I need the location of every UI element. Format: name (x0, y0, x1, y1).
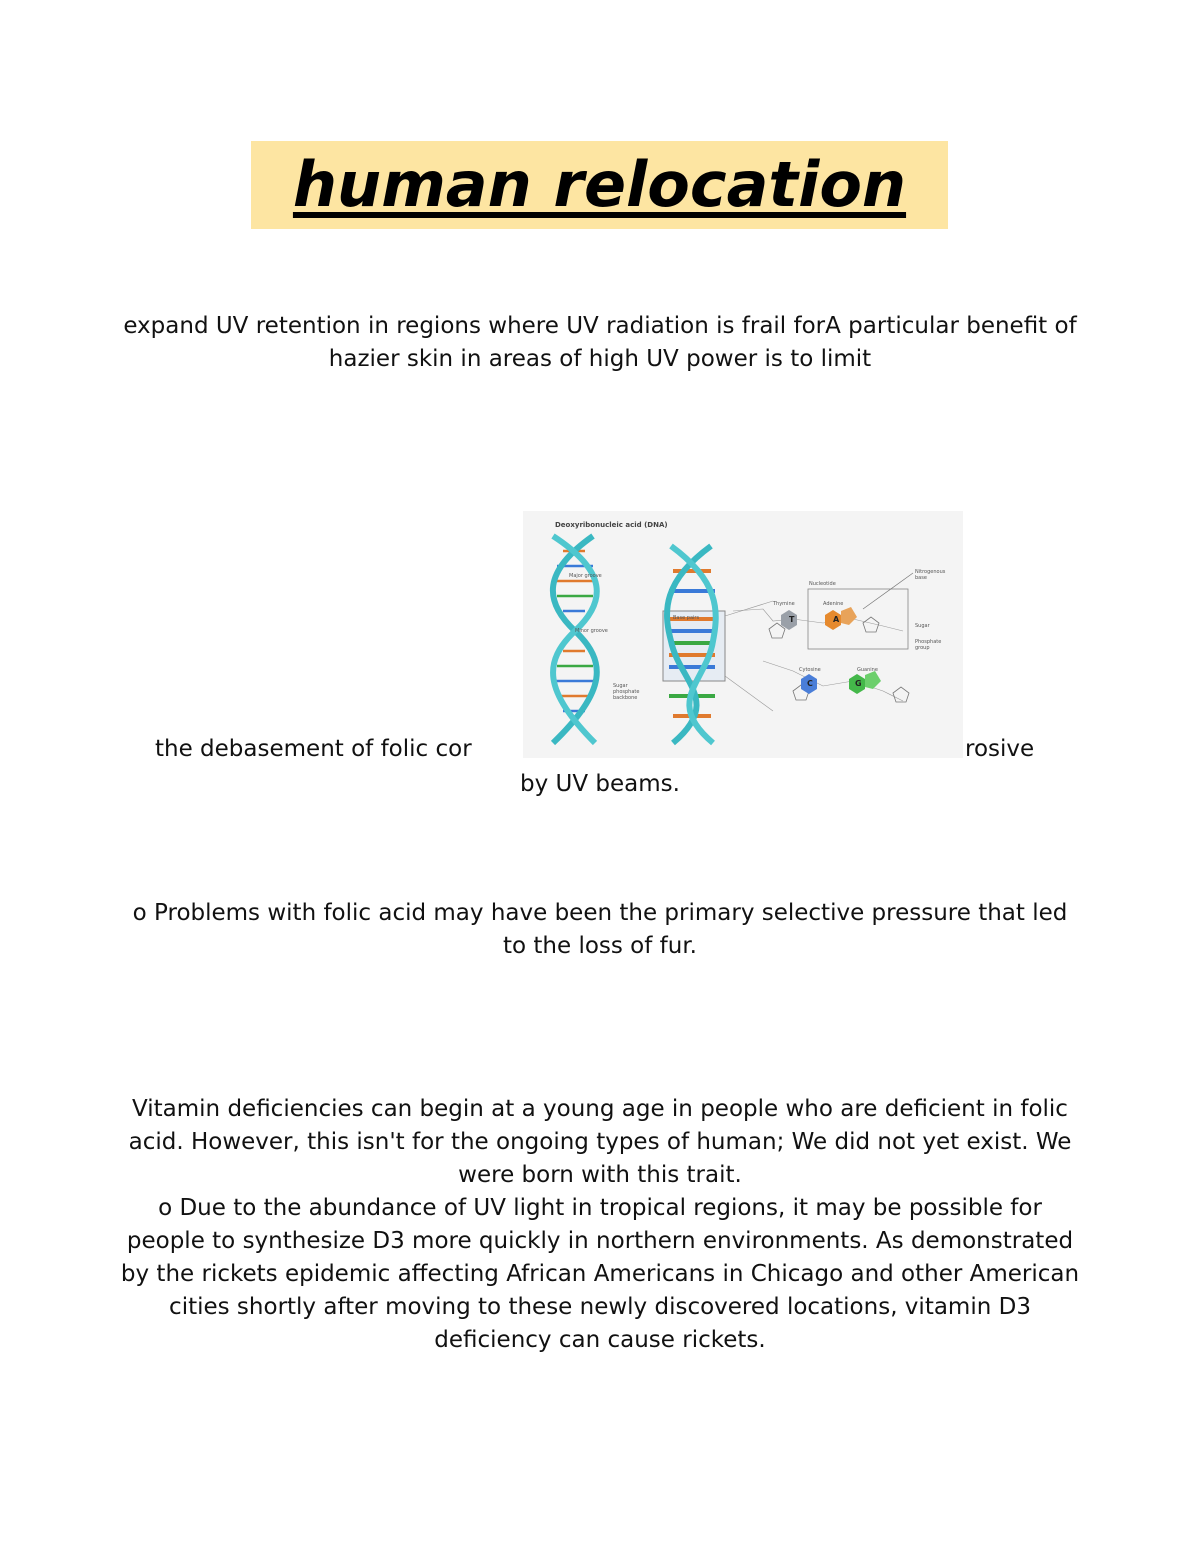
dna-helix-left (553, 536, 597, 743)
label-sugar-backbone: Sugar phosphate backbone (613, 683, 640, 701)
label-nitrogenous-base: Nitrogenous base (915, 569, 946, 581)
base-letter-c: C (807, 679, 813, 688)
nucleotide-structure (733, 573, 913, 702)
paragraph-folic-start: the debasement of folic cor (155, 736, 472, 762)
title-highlight (251, 141, 948, 229)
label-cytosine: Cytosine (799, 667, 821, 673)
page-title: human relocation (292, 148, 907, 221)
paragraph-vitamin-block (120, 1093, 1080, 1357)
base-letter-t: T (789, 615, 795, 624)
paragraph-folic-line (0, 733, 1200, 766)
label-major-groove: Major groove (569, 573, 602, 579)
dna-helix-middle (663, 546, 773, 743)
base-letter-g: G (855, 679, 862, 688)
label-minor-groove: Minor groove (575, 628, 608, 634)
label-thymine: Thymine (773, 601, 795, 607)
label-base-pairs: Base pairs (673, 615, 700, 621)
label-nucleotide: Nucleotide (809, 581, 836, 587)
paragraph-folic-continuation: by UV beams. (520, 771, 680, 797)
paragraph-rickets: o Due to the abundance of UV light in tropical regions, it may be possible for people to synthesize D3 more quickly in northern environments. As demonstrated by the rickets epidemic affecting African Americans in Chicago and other American cities shortly after moving to these newly discovered locations, vitamin D3 deficiency can cause rickets. (120, 1195, 1080, 1353)
label-phosphate-group: Phosphate group (915, 639, 942, 651)
diagram-title: Deoxyribonucleic acid (DNA) (555, 521, 668, 529)
label-guanine: Guanine (857, 667, 878, 673)
paragraph-vitamin-deficiency: Vitamin deficiencies can begin at a young age in people who are deficient in folic acid. However, this isn't for the ongoing types of human; We did not yet exist. We were born with this trait. (128, 1096, 1072, 1188)
label-sugar: Sugar (915, 623, 930, 629)
base-letter-a: A (833, 615, 840, 624)
dna-diagram (523, 511, 963, 758)
label-adenine: Adenine (823, 601, 844, 607)
paragraph-fur-loss: o Problems with folic acid may have been the primary selective pressure that led to the loss of fur. (132, 900, 1068, 959)
paragraph-uv-retention: expand UV retention in regions where UV radiation is frail forA particular benefit of hazier skin in areas of high UV power is to limit (123, 313, 1077, 372)
paragraph-folic-end: rosive (965, 736, 1035, 762)
